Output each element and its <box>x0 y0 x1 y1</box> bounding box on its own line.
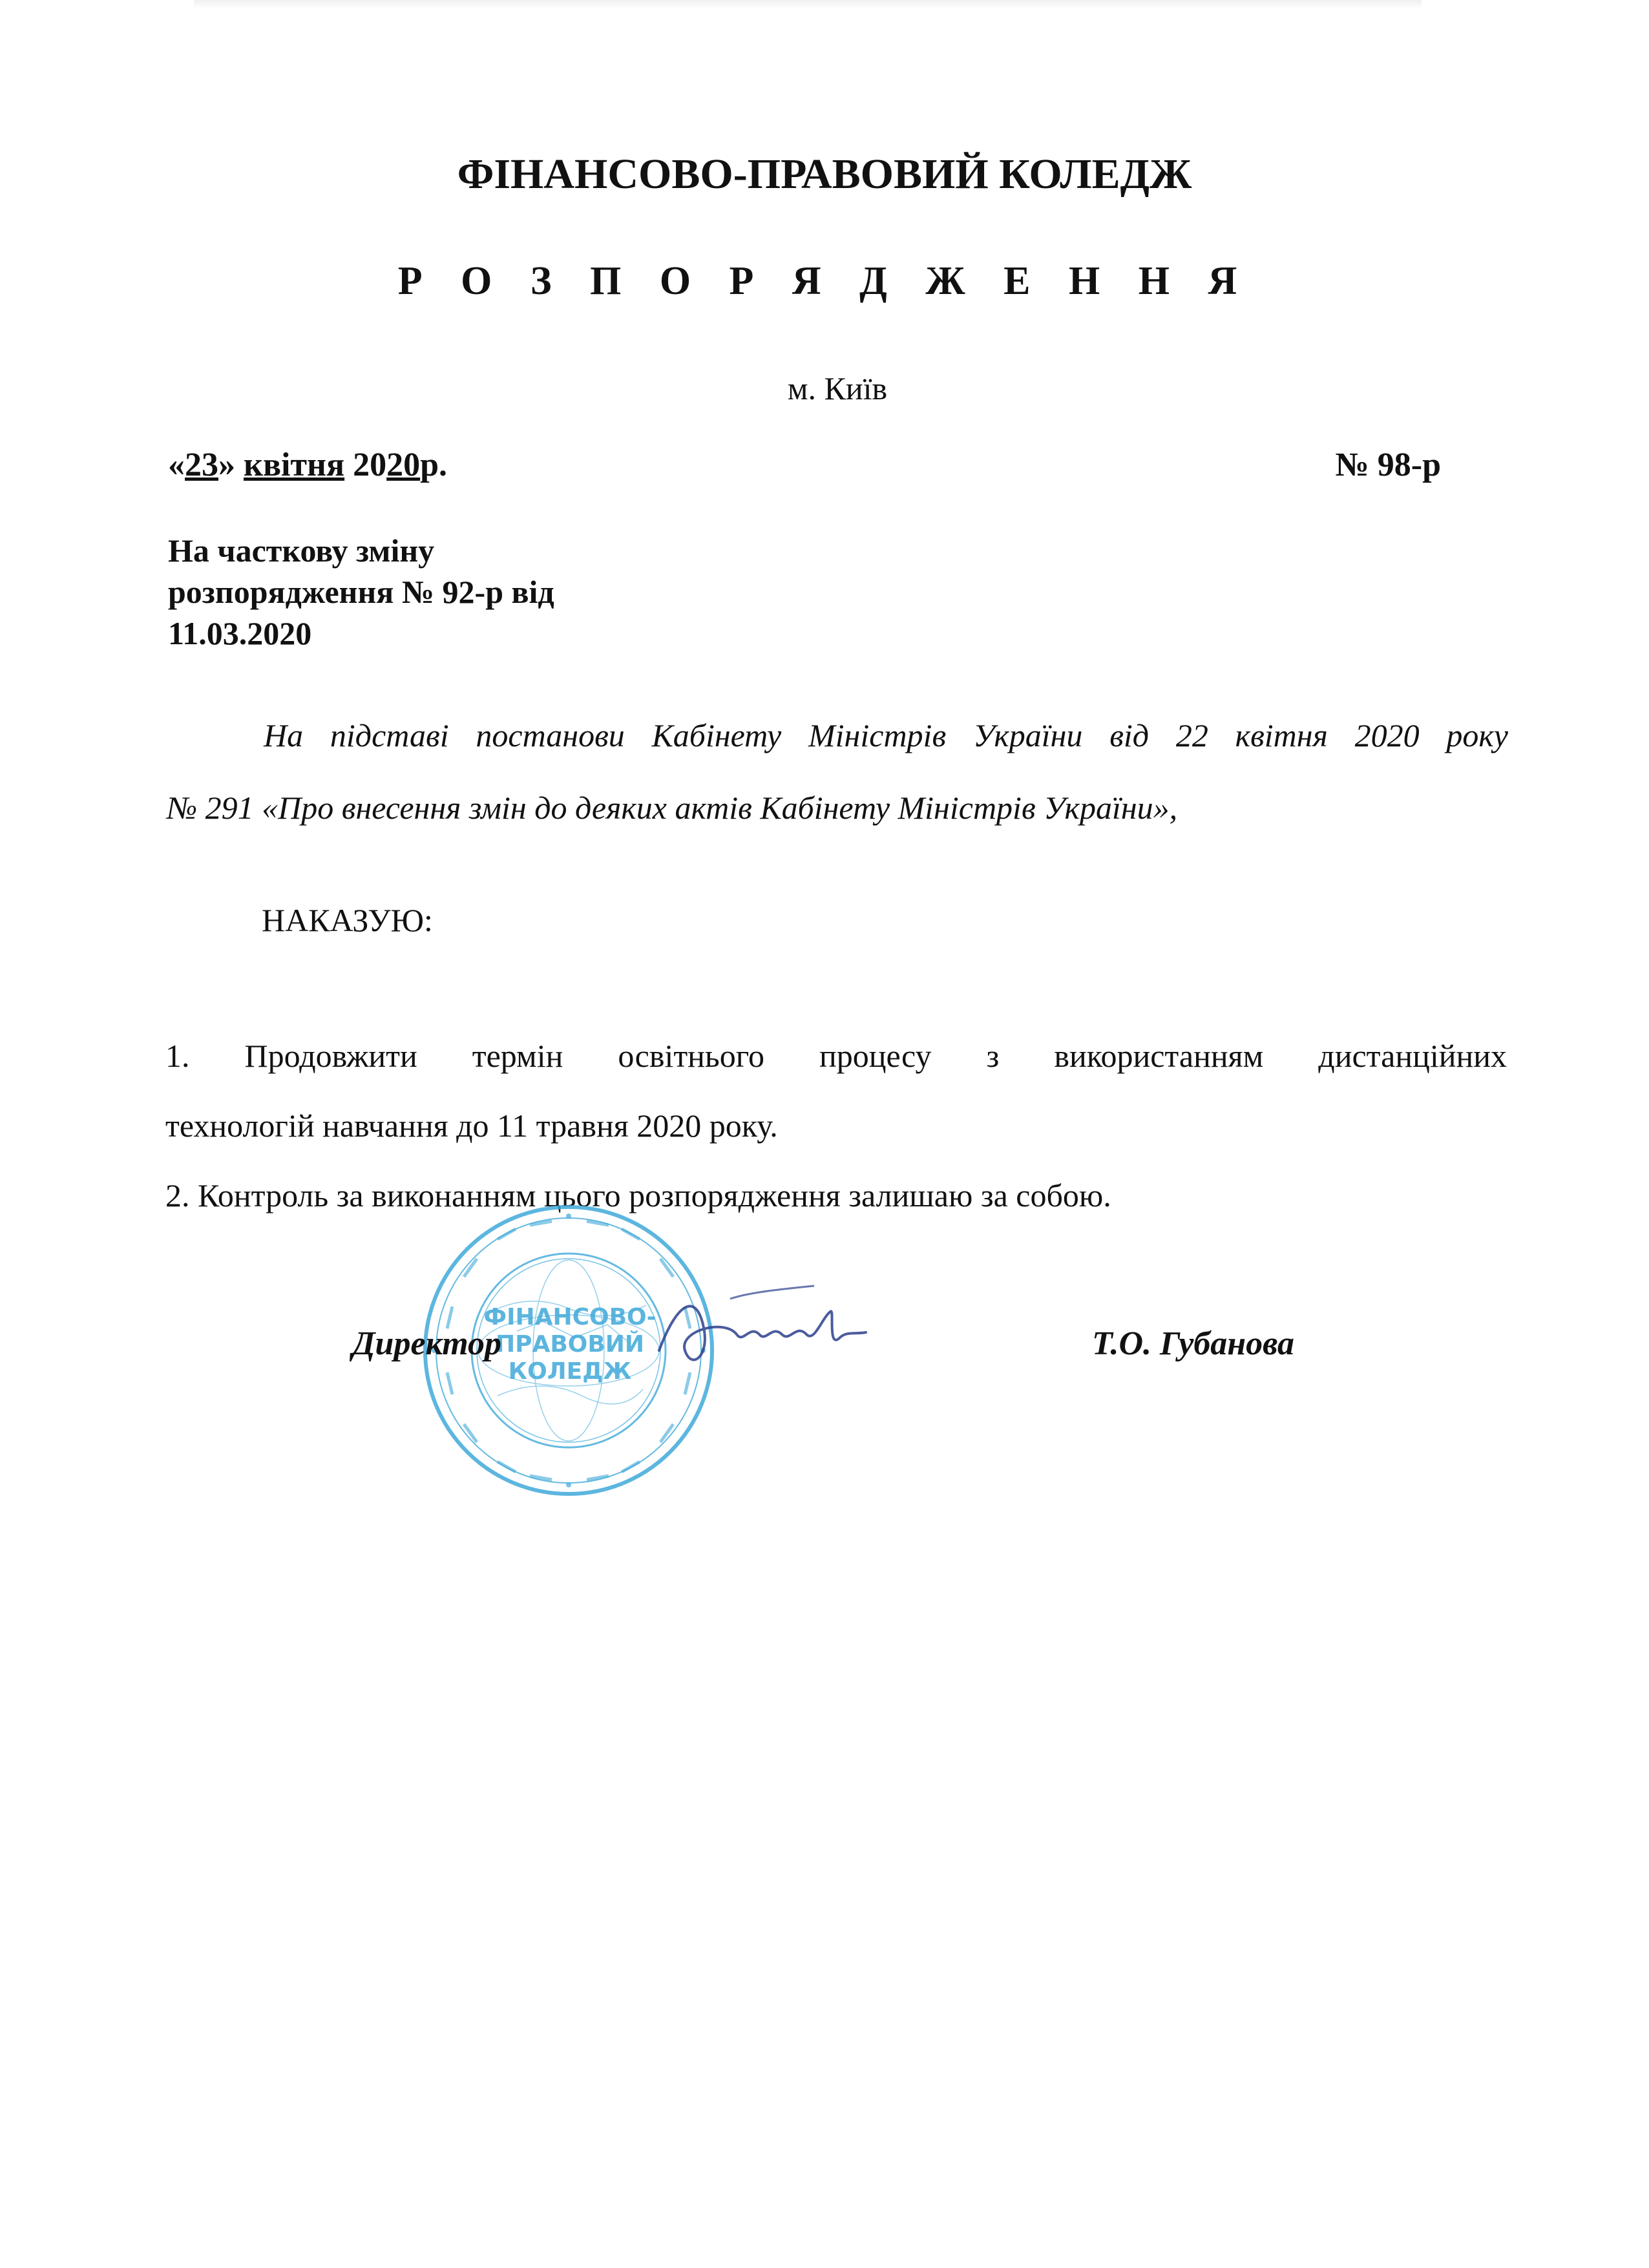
subject-line-3: 11.03.2020 <box>168 615 312 651</box>
item-1-line-1: 1. Продовжити термін освітнього процесу з використанням дистанційних <box>165 1038 1507 1074</box>
signatory-title: Директор <box>352 1325 501 1362</box>
stamp-inner-line-2: ПРАВОВИЙ <box>495 1331 645 1358</box>
subject-line-1: На часткову зміну <box>168 532 435 569</box>
date-month: квітня <box>244 446 345 483</box>
date-year-prefix: 20 <box>353 446 387 483</box>
date-year-r: р. <box>420 446 448 483</box>
director-signature <box>653 1273 872 1383</box>
order-items <box>165 1021 1507 1230</box>
scan-edge-shadow <box>194 0 1422 9</box>
document-date <box>168 446 447 484</box>
basis-line-2: № 291 «Про внесення змін до деяких актів Кабінету Міністрів України», <box>167 790 1178 826</box>
city-line: м. Київ <box>787 370 888 406</box>
basis-paragraph <box>167 699 1508 844</box>
document-subject <box>168 530 554 654</box>
date-day: 23 <box>185 446 218 483</box>
date-close-quote: » <box>218 446 235 483</box>
order-word: НАКАЗУЮ: <box>262 902 433 938</box>
item-1-line-2: технологій навчання до 11 травня 2020 року. <box>165 1108 778 1144</box>
document-type-heading: Р О З П О Р Я Д Ж Е Н Н Я <box>397 259 1252 303</box>
document-number: № 98-р <box>1335 446 1441 483</box>
basis-line-1: На підставі постанови Кабінету Міністрів України від 22 квітня 2020 року <box>264 717 1508 753</box>
signatory-name: Т.О. Губанова <box>1092 1325 1294 1362</box>
institution-title: ФІНАНСОВО-ПРАВОВИЙ КОЛЕДЖ <box>457 151 1192 198</box>
date-open-quote: « <box>168 446 185 483</box>
stamp-inner-line-3: КОЛЕДЖ <box>508 1358 632 1385</box>
subject-line-2: розпорядження № 92-р від <box>168 574 554 610</box>
stamp-inner-line-1: ФІНАНСОВО- <box>483 1304 656 1330</box>
item-2: 2. Контроль за виконанням цього розпорядження залишаю за собою. <box>165 1177 1111 1213</box>
date-year-suffix: 20 <box>386 446 421 483</box>
